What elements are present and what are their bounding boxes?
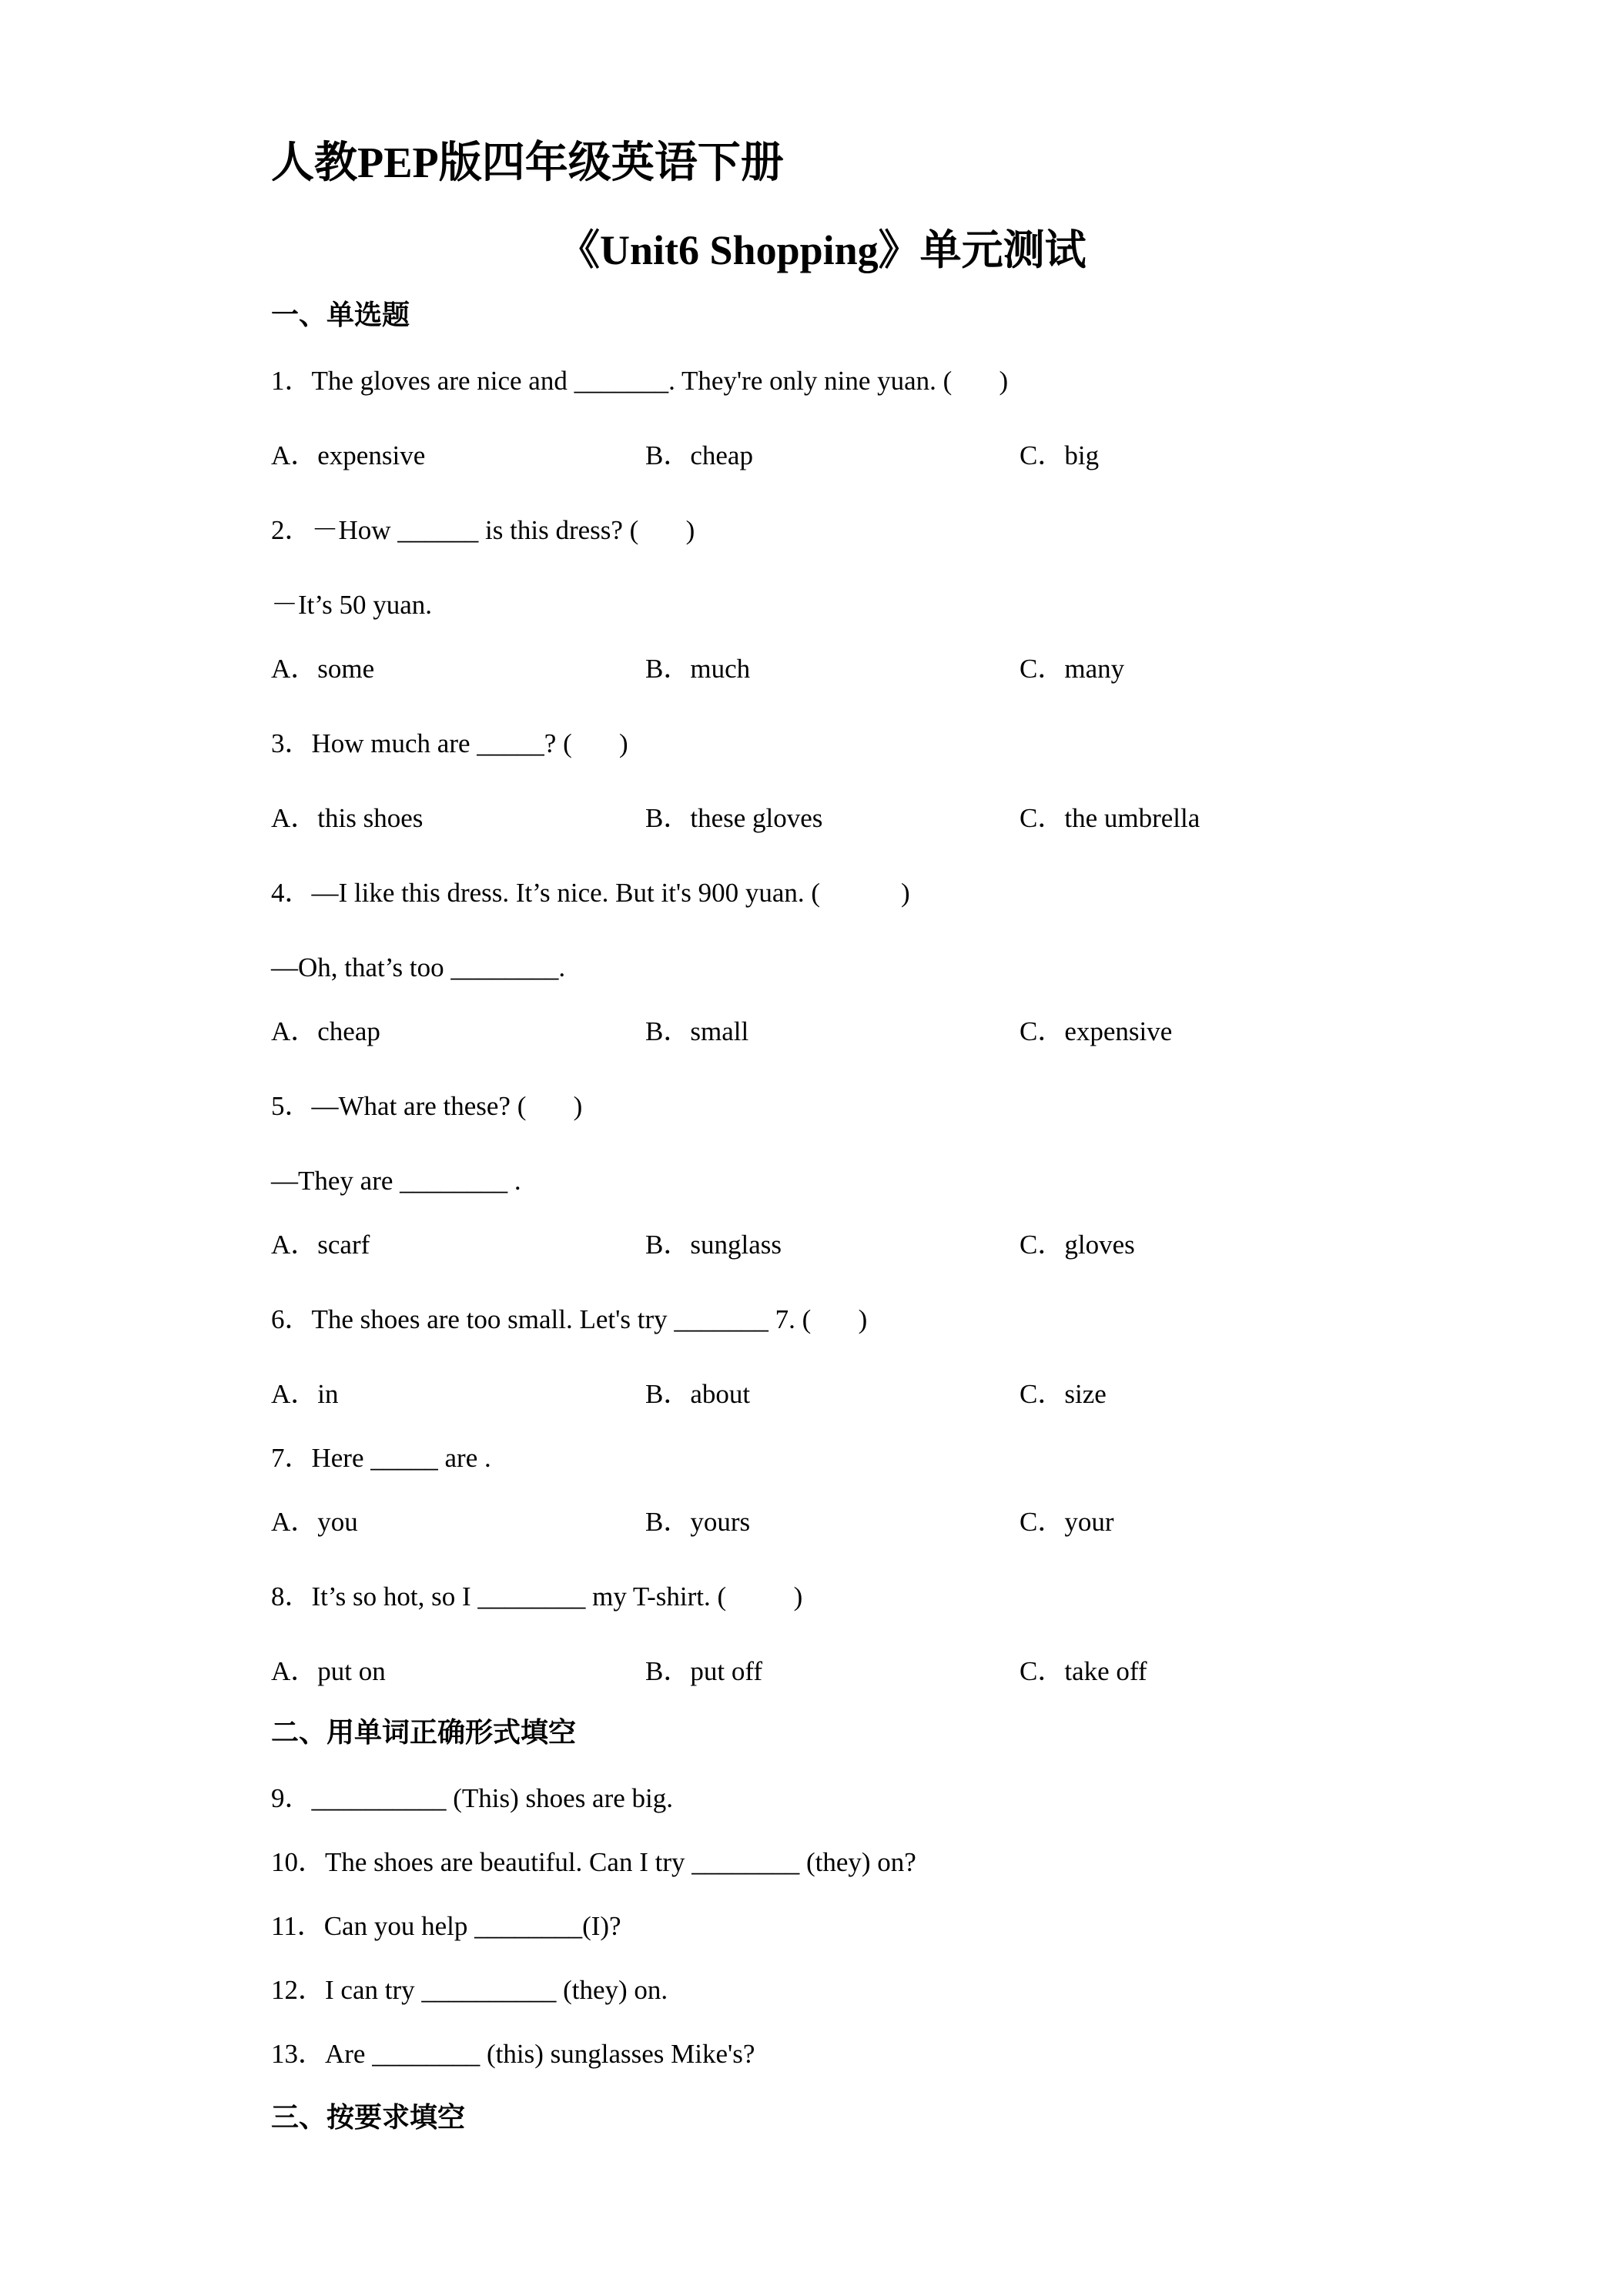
question-7-option-c: C．your <box>1020 1507 1114 1537</box>
question-4-option-a: A．cheap <box>271 1016 380 1046</box>
question-8-option-c: C．take off <box>1020 1656 1147 1686</box>
question-6-option-b: B．about <box>645 1379 751 1409</box>
section-heading-single-choice: 一、单选题 <box>271 300 410 330</box>
question-4-option-b: B．small <box>645 1016 749 1046</box>
question-7-option-a: A．you <box>271 1507 358 1537</box>
question-5-option-c: C．gloves <box>1020 1230 1135 1260</box>
question-8: 8．It’s so hot, so I ________ my T-shirt. ( ) <box>271 1581 803 1612</box>
question-3-option-c: C．the umbrella <box>1020 803 1200 833</box>
question-4-option-c: C．expensive <box>1020 1016 1173 1046</box>
question-11: 11．Can you help ________(I)? <box>271 1911 621 1941</box>
question-1-option-c: C．big <box>1020 440 1100 470</box>
document-title: 人教PEP版四年级英语下册 <box>271 139 784 187</box>
question-5-option-b: B．sunglass <box>645 1230 782 1260</box>
question-1: 1．The gloves are nice and _______. They're only nine yuan. ( ) <box>271 366 1009 396</box>
question-2-response: －It’s 50 yuan. <box>271 590 433 620</box>
question-8-option-a: A．put on <box>271 1656 386 1686</box>
question-7-option-b: B．yours <box>645 1507 751 1537</box>
question-1-option-a: A．expensive <box>271 440 426 470</box>
section-heading-word-form: 二、用单词正确形式填空 <box>271 1717 577 1748</box>
question-3-option-b: B．these gloves <box>645 803 823 833</box>
question-3-option-a: A．this shoes <box>271 803 424 833</box>
question-5: 5．—What are these? ( ) <box>271 1091 583 1121</box>
question-13: 13．Are ________ (this) sunglasses Mike's? <box>271 2039 755 2069</box>
question-1-option-b: B．cheap <box>645 440 753 470</box>
question-2-option-c: C．many <box>1020 654 1125 684</box>
question-6-option-a: A．in <box>271 1379 339 1409</box>
question-10: 10．The shoes are beautiful. Can I try ________ (they) on? <box>271 1847 916 1877</box>
question-4-response: —Oh, that’s too ________. <box>271 952 566 982</box>
question-9: 9．__________ (This) shoes are big. <box>271 1783 674 1813</box>
question-5-response: —They are ________ . <box>271 1166 521 1196</box>
question-3: 3．How much are _____? ( ) <box>271 728 628 758</box>
question-6-option-c: C．size <box>1020 1379 1107 1409</box>
question-2-option-a: A．some <box>271 654 375 684</box>
question-8-option-b: B．put off <box>645 1656 762 1686</box>
question-4: 4．—I like this dress. It’s nice. But it's 900 yuan. ( ) <box>271 878 910 908</box>
question-2-option-b: B．much <box>645 654 751 684</box>
question-6: 6．The shoes are too small. Let's try _______ 7. ( ) <box>271 1304 868 1334</box>
question-7: 7．Here _____ are . <box>271 1443 491 1473</box>
question-5-option-a: A．scarf <box>271 1230 370 1260</box>
question-2: 2．－How ______ is this dress? ( ) <box>271 515 695 545</box>
document-subtitle: 《Unit6 Shopping》单元测试 <box>558 227 1087 273</box>
question-12: 12．I can try __________ (they) on. <box>271 1975 668 2005</box>
section-heading-fill-as-required: 三、按要求填空 <box>271 2102 466 2133</box>
